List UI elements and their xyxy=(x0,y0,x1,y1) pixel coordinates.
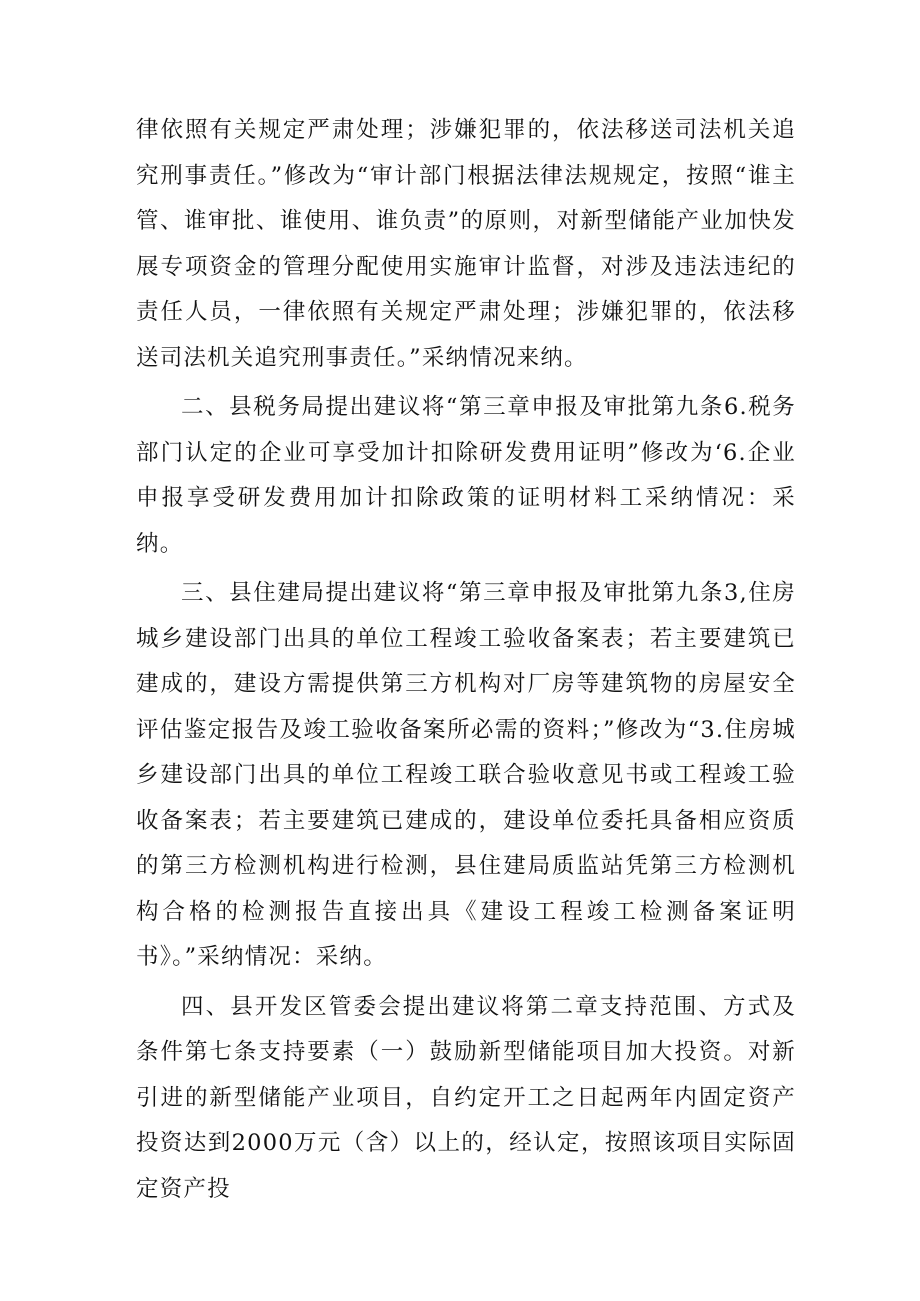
paragraph-tax-bureau: 二、县税务局提出建议将“第三章申报及审批第九条6.税务部门认定的企业可享受加计扣除研发费用证明”修改为‘6.企业申报享受研发费用加计扣除政策的证明材料工采纳情况：采纳。 xyxy=(136,394,796,557)
paragraph-continued: 律依照有关规定严肃处理；涉嫌犯罪的，依法移送司法机关追究刑事责任。”修改为“审计部门根据法律法规规定，按照“谁主管、谁审批、谁使用、谁负责”的原则，对新型储能产业加快发展专项资金的管理分配使用实施审计监督，对涉及违法违纪的责任人员，一律依照有关规定严肃处理；涉嫌犯罪的，依法移送司法机关追究刑事责任。”采纳情况来纳。 xyxy=(136,117,796,371)
document-body xyxy=(136,108,796,1212)
paragraph-housing-bureau: 三、县住建局提出建议将“第三章申报及审批第九条3,住房城乡建设部门出具的单位工程竣工验收备案表；若主要建筑已建成的，建设方需提供第三方机构对厂房等建筑物的房屋安全评估鉴定报告及竣工验收备案所必需的资料；”修改为“3.住房城乡建设部门出具的单位工程竣工联合验收意见书或工程竣工验收备案表；若主要建筑已建成的，建设单位委托具备相应资质的第三方检测机构进行检测，县住建局质监站凭第三方检测机构合格的检测报告直接出具《建设工程竣工检测备案证明书》。”采纳情况：采纳。 xyxy=(136,580,796,970)
paragraph-development-zone: 四、县开发区管委会提出建议将第二章支持范围、方式及条件第七条支持要素（一）鼓励新型储能项目加大投资。对新引进的新型储能产业项目，自约定开工之日起两年内固定资产投资达到2000万元（含）以上的，经认定，按照该项目实际固定资产投 xyxy=(136,993,796,1202)
